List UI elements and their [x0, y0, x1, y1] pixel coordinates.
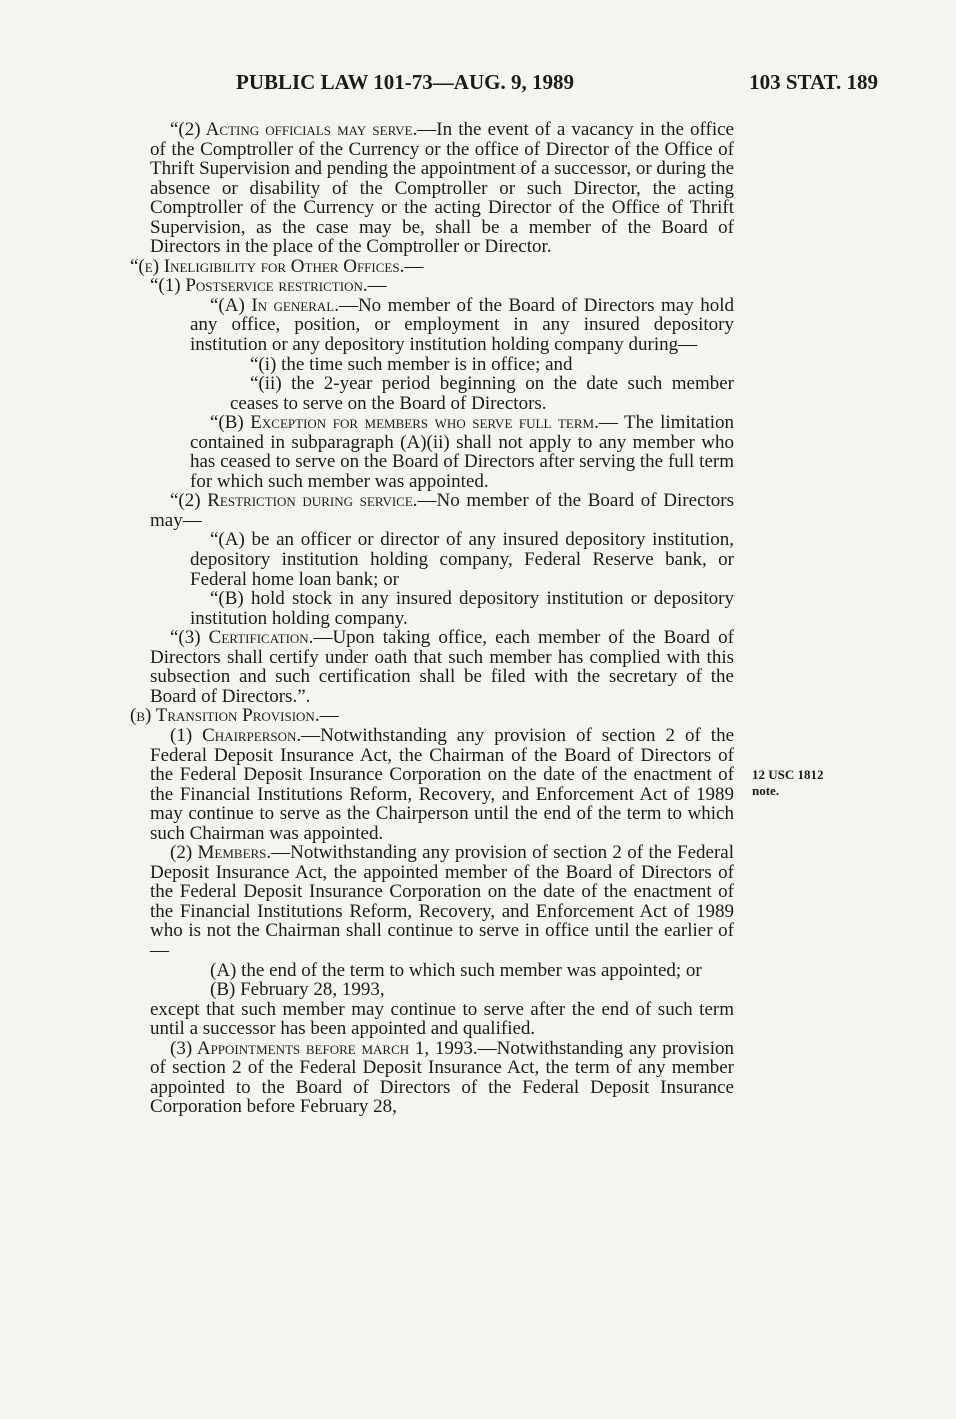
paragraph-text: — [319, 705, 339, 727]
paragraph-text: (B) February 28, 1993, [210, 979, 385, 1001]
statute-paragraph [130, 296, 734, 355]
statute-paragraph [130, 961, 734, 981]
paragraph-heading: “(B) Exception for members who serve full term. [210, 412, 599, 434]
paragraph-text: “(i) the time such member is in office; and [250, 353, 573, 375]
paragraph-heading: “(1) Postservice restriction. [150, 275, 368, 297]
paragraph-text: (A) the end of the term to which such member was appointed; or [210, 959, 702, 981]
statute-paragraph [130, 980, 734, 1000]
header-title: PUBLIC LAW 101-73—AUG. 9, 1989 [236, 70, 574, 94]
paragraph-text: —No member of the Board of Directors may hold any office, position, or employment in any insured depository institution or any depository institution holding company during— [190, 294, 734, 356]
statute-paragraph [130, 530, 734, 589]
paragraph-text: —No member of the Board of Directors may— [150, 490, 734, 531]
paragraph-text: —In the event of a vacancy in the office of the Comptroller of the Currency or the office of Director of the Office of Thrift Supervision and pending the appointment of a successor, or during the absence or disability of the Comptroller or such Director, the acting Comptroller of the Currency or the acting Director of the Office of Thrift Supervision, as the case may be, shall be a member of the Board of Directors in the place of the Comptroller or Director. [150, 119, 734, 258]
statute-paragraph [130, 1000, 734, 1039]
paragraph-text: “(B) hold stock in any insured depository institution or depository institution holding company. [190, 588, 734, 629]
statute-body [130, 120, 734, 1117]
paragraph-text: “(ii) the 2-year period beginning on the date such member ceases to serve on the Board of Directors. [230, 373, 734, 414]
statute-paragraph [130, 726, 734, 843]
statute-paragraph [130, 257, 734, 277]
paragraph-heading: (1) Chairperson. [170, 724, 302, 746]
paragraph-text: —Notwithstanding any provision of section 2 of the Federal Deposit Insurance Act, the appointed member of the Board of Directors of the Federal Deposit Insurance Corporation on the date of the enactment of the Financial Institutions Reform, Recovery, and Enforcement Act of 1989 who is not the Chairman shall continue to serve in office until the earlier of— [150, 842, 734, 961]
paragraph-text: “(A) be an officer or director of any insured depository institution, depository institution holding company, Federal Reserve bank, or Federal home loan bank; or [190, 529, 734, 590]
paragraph-text: —Notwithstanding any provision of section 2 of the Federal Deposit Insurance Act, the Chairman of the Board of Directors of the Federal Deposit Insurance Corporation on the date of the enactment of the Financial Institutions Reform, Recovery, and Enforcement Act of 1989 may continue to serve as the Chairperson until the end of the term to which such Chairman was appointed. [150, 724, 734, 844]
statute-paragraph [130, 374, 734, 413]
statute-paragraph [130, 843, 734, 960]
paragraph-text: — The limitation contained in subparagraph (A)(ii) shall not apply to any member who has ceased to serve on the Board of Directors after serving the full term for which such member was appointed. [190, 412, 734, 492]
header-page-ref: 103 STAT. 189 [749, 70, 878, 94]
paragraph-heading: “(e) Ineligibility for Other Offices. [130, 255, 405, 277]
running-header [236, 70, 878, 102]
statute-paragraph [130, 276, 734, 296]
paragraph-heading: “(A) In general. [210, 294, 339, 316]
paragraph-heading: “(2) Restriction during service. [170, 490, 418, 512]
statute-paragraph [130, 120, 734, 257]
statute-paragraph [130, 1039, 734, 1117]
paragraph-text: except that such member may continue to serve after the end of such term until a successor has been appointed and qualified. [150, 998, 734, 1040]
statute-paragraph [130, 628, 734, 706]
paragraph-heading: “(2) Acting officials may serve. [170, 119, 418, 140]
paragraph-text: —Upon taking office, each member of the Board of Directors shall certify under oath that such member has complied with this subsection and such certification shall be filed with the secretary of the Board of Directors.”. [150, 627, 734, 707]
margin-citation: 12 USC 1812 [752, 767, 824, 782]
paragraph-heading: (2) Members. [170, 842, 272, 864]
paragraph-heading: (b) Transition Provision. [130, 705, 320, 727]
paragraph-heading: “(3) Certification. [170, 627, 314, 649]
paragraph-text: — [404, 255, 424, 277]
paragraph-text: —Notwithstanding any provision of section 2 of the Federal Deposit Insurance Act, the term of any member appointed to the Board of Directors of the Federal Deposit Insurance Corporation before February 28, [150, 1037, 734, 1118]
statute-paragraph [130, 413, 734, 491]
statute-paragraph [130, 491, 734, 530]
statute-paragraph [130, 589, 734, 628]
paragraph-text: — [367, 275, 387, 297]
margin-note [752, 767, 862, 799]
margin-note-text: note. [752, 783, 780, 798]
statute-paragraph [130, 355, 734, 375]
statute-paragraph [130, 706, 734, 726]
paragraph-heading: (3) Appointments before march 1, 1993. [170, 1037, 478, 1059]
